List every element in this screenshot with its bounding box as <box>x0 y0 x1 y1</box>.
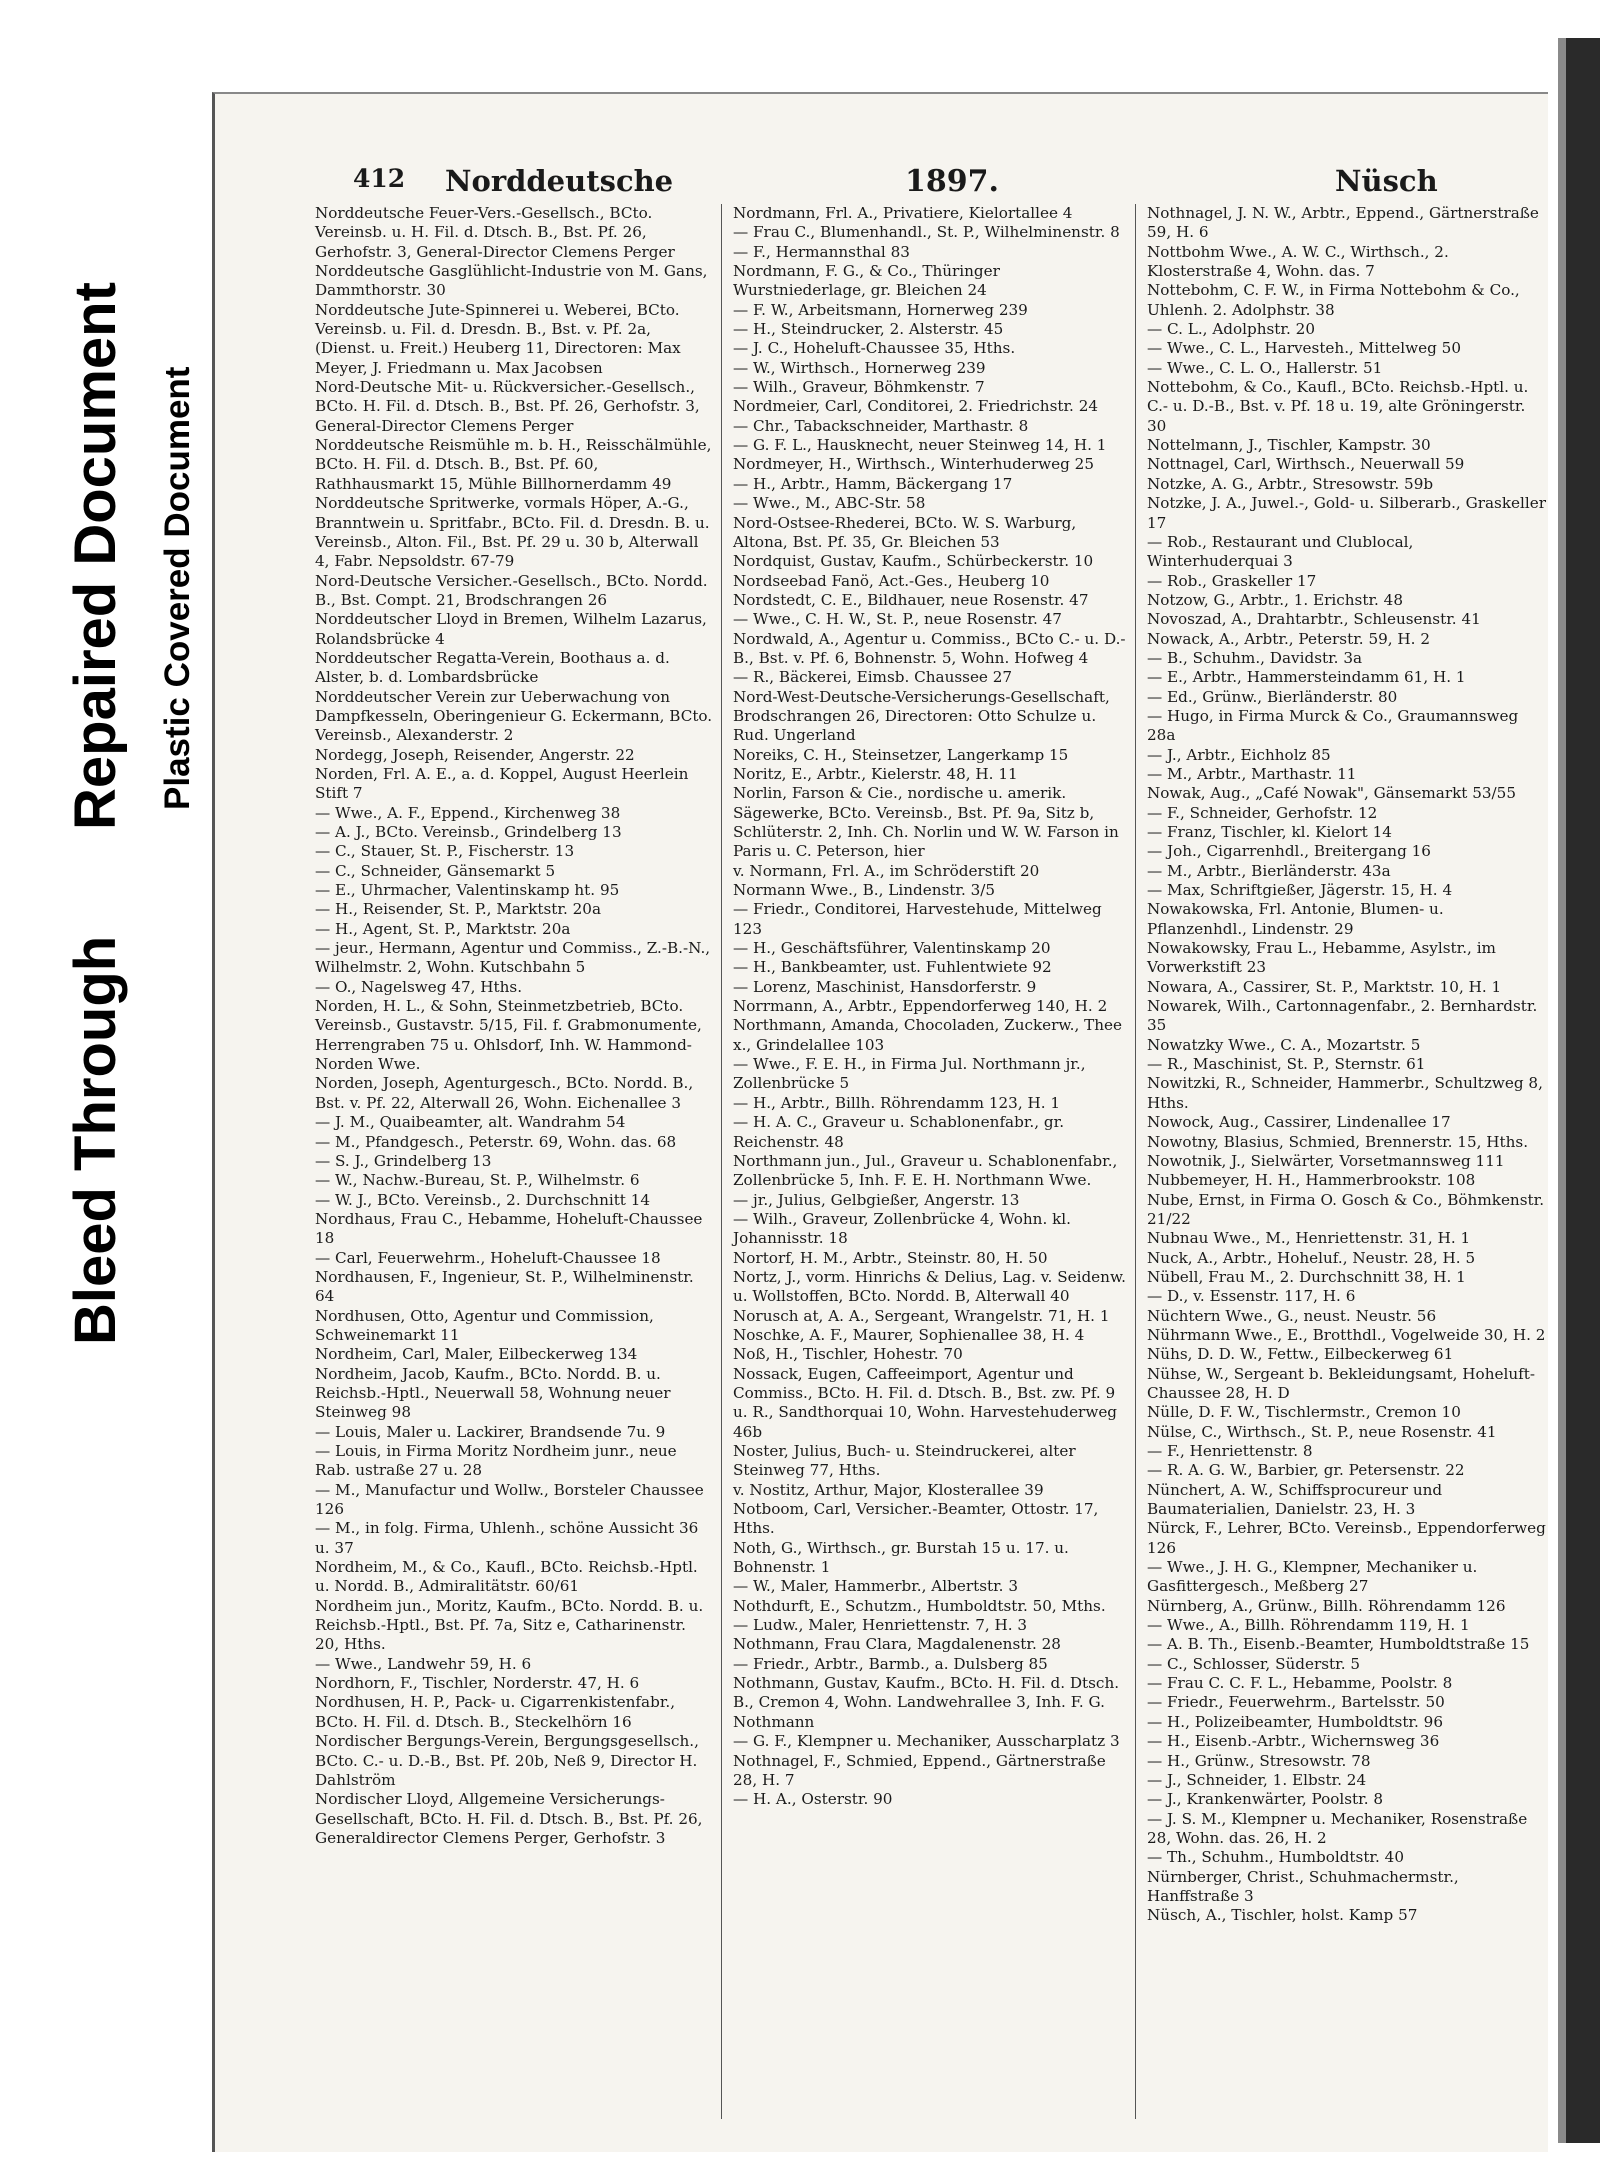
header-right-keyword: Nüsch <box>1335 164 1438 198</box>
directory-entry: Norddeutsche Feuer-Vers.-Gesellsch., BCto. Vereinsb. u. H. Fil. d. Dtsch. B., Bst. Pf. 26, Gerhofstr. 3, General-Director Clemens Perger <box>315 204 675 261</box>
directory-entry: — Ludw., Maler, Henriettenstr. 7, H. 3 <box>733 1616 1028 1635</box>
directory-entry: — Wwe., A. F., Eppend., Kirchenweg 38 <box>315 803 621 822</box>
page-number: 412 <box>353 164 406 193</box>
directory-entry: Noth, G., Wirthsch., gr. Burstah 15 u. 17. u. Bohnenstr. 1 <box>733 1538 1069 1577</box>
directory-entry: Nowotnik, J., Sielwärter, Vorsetmannsweg 111 <box>1147 1151 1505 1170</box>
directory-entry: Nowara, A., Cassirer, St. P., Marktstr. 10, H. 1 <box>1147 977 1502 996</box>
column-1 <box>315 204 713 1848</box>
directory-entry: — G. F., Klempner u. Mechaniker, Ausscharplatz 3 <box>733 1732 1120 1751</box>
directory-entry: Nordquist, Gustav, Kaufm., Schürbeckerstr. 10 <box>733 552 1094 571</box>
directory-entry: Nortorf, H. M., Arbtr., Steinstr. 80, H. 50 <box>733 1248 1048 1267</box>
directory-entry: — R., Bäckerei, Eimsb. Chaussee 27 <box>733 668 1013 687</box>
directory-entry: — H., Eisenb.-Arbtr., Wichernsweg 36 <box>1147 1732 1440 1751</box>
page-edge-dark <box>1566 38 1600 2143</box>
directory-entry: — Wwe., M., ABC-Str. 58 <box>733 494 926 513</box>
directory-entry: — Wwe., J. H. G., Klempner, Mechaniker u. Gasfittergesch., Meßberg 27 <box>1147 1558 1478 1596</box>
directory-entry: Nuck, A., Arbtr., Hoheluf., Neustr. 28, H. 5 <box>1147 1248 1476 1267</box>
column-divider <box>721 204 722 2119</box>
directory-entry: — H. A. C., Graveur u. Schablonenfabr., gr. Reichenstr. 48 <box>733 1113 1065 1151</box>
directory-entry: — Frau C., Blumenhandl., St. P., Wilhelminenstr. 8 <box>733 223 1120 242</box>
directory-entry: Nowakowska, Frl. Antonie, Blumen- u. Pflanzenhdl., Lindenstr. 29 <box>1147 900 1444 938</box>
directory-entry: Nubnau Wwe., M., Henriettenstr. 31, H. 1 <box>1147 1229 1471 1248</box>
directory-entry: — M., Arbtr., Bierländerstr. 43a <box>1147 861 1391 880</box>
directory-entry: Nottbohm Wwe., A. W. C., Wirthsch., 2. Klosterstraße 4, Wohn. das. 7 <box>1147 242 1449 281</box>
directory-entry: Norddeutscher Lloyd in Bremen, Wilhelm Lazarus, Rolandsbrücke 4 <box>315 610 707 648</box>
directory-entry: Nottnagel, Carl, Wirthsch., Neuerwall 59 <box>1147 455 1465 474</box>
directory-entry: Nube, Ernst, in Firma O. Gosch & Co., Böhmkenstr. 21/22 <box>1147 1190 1545 1228</box>
directory-entry: Nowitzki, R., Schneider, Hammerbr., Schultzweg 8, Hths. <box>1147 1074 1543 1112</box>
directory-entry: — Wwe., C. L. O., Hallerstr. 51 <box>1147 358 1383 377</box>
directory-page <box>212 92 1548 2152</box>
directory-entry: Nord-Ostsee-Rhederei, BCto. W. S. Warburg, Altona, Bst. Pf. 35, Gr. Bleichen 53 <box>733 513 1077 551</box>
directory-entry: — H., Steindrucker, 2. Alsterstr. 45 <box>733 320 1004 339</box>
directory-entry: — E., Uhrmacher, Valentinskamp ht. 95 <box>315 881 620 900</box>
directory-entry: — Max, Schriftgießer, Jägerstr. 15, H. 4 <box>1147 881 1453 900</box>
header-left-keyword: Norddeutsche <box>445 164 674 198</box>
directory-entry: Nordheim, M., & Co., Kaufl., BCto. Reichsb.-Hptl. u. Nordd. B., Admiralitätstr. 60/61 <box>315 1558 698 1596</box>
directory-entry: — Wwe., C. H. W., St. P., neue Rosenstr. 47 <box>733 610 1062 629</box>
directory-entry: — R. A. G. W., Barbier, gr. Petersenstr. 22 <box>1147 1461 1465 1480</box>
directory-entry: — H. A., Osterstr. 90 <box>733 1790 893 1809</box>
directory-entry: Nühs, D. D. W., Fettw., Eilbeckerweg 61 <box>1147 1345 1454 1364</box>
directory-entry: — O., Nagelsweg 47, Hths. <box>315 977 523 996</box>
directory-entry: Nordhusen, H. P., Pack- u. Cigarrenkistenfabr., BCto. H. Fil. d. Dtsch. B., Steckelhörn 16 <box>315 1693 676 1731</box>
directory-entry: Nowack, A., Arbtr., Peterstr. 59, H. 2 <box>1147 629 1430 648</box>
directory-entry: Notzow, G., Arbtr., 1. Erichstr. 48 <box>1147 590 1404 609</box>
directory-entry: Norden, H. L., & Sohn, Steinmetzbetrieb, BCto. Vereinsb., Gustavstr. 5/15, Fil. f. Grabmonumente, Herrengraben 75 u. Ohlsdorf, Inh. W. Hammond-Norden Wwe. <box>315 997 702 1074</box>
directory-entry: — H., Arbtr., Hamm, Bäckergang 17 <box>733 474 1013 493</box>
directory-entry: Norrmann, A., Arbtr., Eppendorferweg 140, H. 2 <box>733 997 1108 1016</box>
directory-entry: Novoszad, A., Drahtarbtr., Schleusenstr. 41 <box>1147 610 1481 629</box>
directory-entry: Nothdurft, E., Schutzm., Humboldtstr. 50, Mths. <box>733 1596 1106 1615</box>
directory-entry: Nossack, Eugen, Caffeeimport, Agentur und Commiss., BCto. H. Fil. d. Dtsch. B., Bst. zw. Pf. 9 u. R., Sandthorquai 10, Wohn. Harvestehuderweg 46b <box>733 1364 1118 1441</box>
directory-entry: — Wilh., Graveur, Zollenbrücke 4, Wohn. kl. Johannisstr. 18 <box>733 1209 1071 1248</box>
directory-entry: — Ed., Grünw., Bierländerstr. 80 <box>1147 687 1398 706</box>
directory-entry: Nowatzky Wwe., C. A., Mozartstr. 5 <box>1147 1035 1421 1054</box>
directory-entry: — F. W., Arbeitsmann, Hornerweg 239 <box>733 300 1028 319</box>
directory-entry: — J., Krankenwärter, Poolstr. 8 <box>1147 1790 1384 1809</box>
directory-entry: — Wwe., Landwehr 59, H. 6 <box>315 1654 532 1673</box>
directory-entry: — Louis, Maler u. Lackirer, Brandsende 7u. 9 <box>315 1422 666 1441</box>
directory-entry: — G. F. L., Hausknecht, neuer Steinweg 14, H. 1 <box>733 436 1107 455</box>
directory-entry: — F., Schneider, Gerhofstr. 12 <box>1147 803 1378 822</box>
directory-entry: Nothmann, Frau Clara, Magdalenenstr. 28 <box>733 1635 1061 1654</box>
directory-entry: — Friedr., Conditorei, Harvestehude, Mittelweg 123 <box>733 900 1102 938</box>
directory-entry: Notboom, Carl, Versicher.-Beamter, Ottostr. 17, Hths. <box>733 1500 1099 1538</box>
directory-entry: — R., Maschinist, St. P., Sternstr. 61 <box>1147 1055 1426 1074</box>
directory-entry: Nüsch, A., Tischler, holst. Kamp 57 <box>1147 1906 1418 1925</box>
directory-entry: — J., Schneider, 1. Elbstr. 24 <box>1147 1770 1367 1789</box>
directory-entry: — Wwe., F. E. H., in Firma Jul. Northmann jr., Zollenbrücke 5 <box>733 1055 1086 1093</box>
directory-entry: — Hugo, in Firma Murck & Co., Graumannsweg 28a <box>1147 706 1519 745</box>
directory-entry: Norddeutsche Spritwerke, vormals Höper, A.-G., Branntwein u. Spritfabr., BCto. Fil. d. Dresdn. B. u. Vereinsb., Alton. Fil., Bst. Pf. 29 u. 30 b, Alterwall 4, Fabr. Nepsoldstr. 67-79 <box>315 494 710 571</box>
directory-entry: — J., Arbtr., Eichholz 85 <box>1147 745 1331 764</box>
directory-entry: Nowakowsky, Frau L., Hebamme, Asylstr., im Vorwerkstift 23 <box>1147 939 1496 977</box>
directory-entry: — M., in folg. Firma, Uhlenh., schöne Aussicht 36 u. 37 <box>315 1519 699 1557</box>
directory-entry: — M., Manufactur und Wollw., Borsteler Chaussee 126 <box>315 1480 704 1519</box>
directory-entry: v. Normann, Frl. A., im Schröderstift 20 <box>733 861 1040 880</box>
directory-entry: Nothnagel, J. N. W., Arbtr., Eppend., Gärtnerstraße 59, H. 6 <box>1147 204 1539 242</box>
directory-entry: — Wwe., C. L., Harvesteh., Mittelweg 50 <box>1147 339 1461 358</box>
directory-entry: Nordhausen, F., Ingenieur, St. P., Wilhelminenstr. 64 <box>315 1267 694 1306</box>
directory-entry: Norddeutsche Reismühle m. b. H., Reisschälmühle, BCto. H. Fil. d. Dtsch. B., Bst. Pf. 60, Rathhausmarkt 15, Mühle Billhornerdamm 49 <box>315 436 712 493</box>
directory-entry: Nordhorn, F., Tischler, Norderstr. 47, H. 6 <box>315 1674 640 1693</box>
directory-entry: — C. L., Adolphstr. 20 <box>1147 320 1315 339</box>
directory-entry: Nord-West-Deutsche-Versicherungs-Gesellschaft, Brodschrangen 26, Directoren: Otto Schulze u. Rud. Ungerland <box>733 687 1110 745</box>
directory-entry: — C., Schneider, Gänsemarkt 5 <box>315 861 556 880</box>
directory-entry: Norddeutsche Gasglühlicht-Industrie von M. Gans, Dammthorstr. 30 <box>315 262 708 300</box>
repaired-document-label: Repaired Document <box>63 282 128 830</box>
directory-entry: Norddeutscher Verein zur Ueberwachung von Dampfkesseln, Oberingenieur G. Eckermann, BCto. Vereinsb., Alexanderstr. 2 <box>315 687 713 745</box>
directory-entry: Nowotny, Blasius, Schmied, Brennerstr. 15, Hths. <box>1147 1132 1529 1151</box>
directory-entry: Nottelmann, J., Tischler, Kampstr. 30 <box>1147 436 1431 455</box>
directory-entry: Nowarek, Wilh., Cartonnagenfabr., 2. Bernhardstr. 35 <box>1147 997 1538 1035</box>
directory-entry: — Rob., Graskeller 17 <box>1147 571 1317 590</box>
directory-entry: — H., Geschäftsführer, Valentinskamp 20 <box>733 939 1051 958</box>
column-divider <box>1135 204 1136 2119</box>
directory-entry: Norddeutsche Jute-Spinnerei u. Weberei, BCto. Vereinsb. u. Fil. d. Dresdn. B., Bst. v. Pf. 2a, (Dienst. u. Freit.) Heuberg 11, Directoren: Max Meyer, J. Friedmann u. Max Jacobsen <box>315 300 681 377</box>
directory-entry: Noreiks, C. H., Steinsetzer, Langerkamp 15 <box>733 745 1069 764</box>
directory-entry: Northmann jun., Jul., Graveur u. Schablonenfabr., Zollenbrücke 5, Inh. F. E. H. Northmann Wwe. <box>733 1151 1118 1190</box>
directory-entry: Nordhaus, Frau C., Hebamme, Hoheluft-Chaussee 18 <box>315 1209 703 1248</box>
directory-entry: — W., Wirthsch., Hornerweg 239 <box>733 358 986 377</box>
directory-entry: Nordwald, A., Agentur u. Commiss., BCto C.- u. D.-B., Bst. v. Pf. 6, Bohnenstr. 5, Wohn. Hofweg 4 <box>733 629 1126 667</box>
page-edge-shadow <box>1558 38 1566 2143</box>
directory-entry: — A. B. Th., Eisenb.-Beamter, Humboldtstraße 15 <box>1147 1635 1530 1654</box>
directory-entry: v. Nostitz, Arthur, Major, Klosterallee 39 <box>733 1480 1044 1499</box>
directory-entry: — Louis, in Firma Moritz Nordheim junr., neue Rab. ustraße 27 u. 28 <box>315 1442 677 1480</box>
directory-entry: Nottebohm, & Co., Kaufl., BCto. Reichsb.-Hptl. u. C.- u. D.-B., Bst. v. Pf. 18 u. 19, alte Gröningerstr. 30 <box>1147 378 1529 435</box>
directory-entry: — Th., Schuhm., Humboldtstr. 40 <box>1147 1848 1404 1867</box>
directory-entry: — H., Agent, St. P., Marktstr. 20a <box>315 919 571 938</box>
directory-entry: Norlin, Farson & Cie., nordische u. amerik. Sägewerke, BCto. Vereinsb., Bst. Pf. 9a, Sitz b, Schlüterstr. 2, Inh. Ch. Norlin und W. W. Farson in Paris u. C. Peterson, hier <box>733 784 1119 861</box>
directory-entry: Nortz, J., vorm. Hinrichs & Delius, Lag. v. Seidenw. u. Wollstoffen, BCto. Nordd. B, Alterwall 40 <box>733 1267 1126 1306</box>
directory-entry: Noß, H., Tischler, Hohestr. 70 <box>733 1345 963 1364</box>
directory-entry: Nowock, Aug., Cassirer, Lindenallee 17 <box>1147 1113 1451 1132</box>
directory-entry: Nordegg, Joseph, Reisender, Angerstr. 22 <box>315 745 635 764</box>
bleed-through-label: Bleed Through <box>63 935 128 1345</box>
directory-entry: Nowak, Aug., „Café Nowak", Gänsemarkt 53/55 <box>1147 784 1516 803</box>
directory-entry: Nothnagel, F., Schmied, Eppend., Gärtnerstraße 28, H. 7 <box>733 1751 1106 1789</box>
directory-entry: Nordischer Bergungs-Verein, Bergungsgesellsch., BCto. C.- u. D.-B., Bst. Pf. 20b, Neß 9, Director H. Dahlström <box>315 1732 699 1789</box>
directory-entry: Nordmann, F. G., & Co., Thüringer Wurstniederlage, gr. Bleichen 24 <box>733 262 1000 300</box>
directory-entry: — C., Stauer, St. P., Fischerstr. 13 <box>315 842 575 861</box>
directory-entry: Nühse, W., Sergeant b. Bekleidungsamt, Hoheluft-Chaussee 28, H. D <box>1147 1364 1535 1402</box>
directory-entry: Nürnberger, Christ., Schuhmachermstr., Hanffstraße 3 <box>1147 1867 1459 1905</box>
directory-entry: Nordischer Lloyd, Allgemeine Versicherungs-Gesellschaft, BCto. H. Fil. d. Dtsch. B., Bst. Pf. 26, Generaldirector Clemens Perger, Gerhofstr. 3 <box>315 1790 703 1847</box>
directory-entry: — F., Hermannsthal 83 <box>733 242 910 261</box>
directory-entry: Nord-Deutsche Versicher.-Gesellsch., BCto. Nordd. B., Bst. Compt. 21, Brodschrangen 26 <box>315 571 708 609</box>
directory-entry: — D., v. Essenstr. 117, H. 6 <box>1147 1287 1356 1306</box>
directory-entry: — J. S. M., Klempner u. Mechaniker, Rosenstraße 28, Wohn. das. 26, H. 2 <box>1147 1809 1528 1847</box>
directory-entry: — J. C., Hoheluft-Chaussee 35, Hths. <box>733 339 1016 358</box>
directory-entry: Nührmann Wwe., E., Brotthdl., Vogelweide 30, H. 2 <box>1147 1325 1546 1344</box>
directory-entry: — Lorenz, Maschinist, Hansdorferstr. 9 <box>733 977 1037 996</box>
directory-entry: Nülse, C., Wirthsch., St. P., neue Rosenstr. 41 <box>1147 1422 1497 1441</box>
directory-entry: Nürck, F., Lehrer, BCto. Vereinsb., Eppendorferweg 126 <box>1147 1519 1546 1557</box>
directory-entry: Normann Wwe., B., Lindenstr. 3/5 <box>733 881 996 900</box>
page-header <box>215 164 1551 204</box>
directory-entry: — jeur., Hermann, Agentur und Commiss., Z.-B.-N., Wilhelmstr. 2, Wohn. Kutschbahn 5 <box>315 939 711 977</box>
directory-entry: Nordstedt, C. E., Bildhauer, neue Rosenstr. 47 <box>733 590 1089 609</box>
directory-entry: — Rob., Restaurant und Clublocal, Winterhuderquai 3 <box>1147 532 1414 571</box>
directory-entry: — J. M., Quaibeamter, alt. Wandrahm 54 <box>315 1113 626 1132</box>
directory-entry: — Wilh., Graveur, Böhmkenstr. 7 <box>733 378 985 397</box>
directory-entry: Nordseebad Fanö, Act.-Ges., Heuberg 10 <box>733 571 1050 590</box>
directory-entry: Notzke, J. A., Juwel.-, Gold- u. Silberarb., Graskeller 17 <box>1147 494 1546 532</box>
directory-entry: Nord-Deutsche Mit- u. Rückversicher.-Gesellsch., BCto. H. Fil. d. Dtsch. B., Bst. Pf. 26, Gerhofstr. 3, General-Director Clemens Perger <box>315 378 700 435</box>
directory-entry: Nordheim jun., Moritz, Kaufm., BCto. Nordd. B. u. Reichsb.-Hptl., Bst. Pf. 7a, Sitz e, Catharinenstr. 20, Hths. <box>315 1596 704 1654</box>
directory-entry: Noritz, E., Arbtr., Kielerstr. 48, H. 11 <box>733 764 1018 783</box>
directory-entry: — A. J., BCto. Vereinsb., Grindelberg 13 <box>315 823 622 841</box>
directory-entry: Nordmann, Frl. A., Privatiere, Kielortallee 4 <box>733 204 1073 222</box>
directory-entry: — Carl, Feuerwehrm., Hoheluft-Chaussee 18 <box>315 1248 661 1267</box>
directory-entry: Noschke, A. F., Maurer, Sophienallee 38, H. 4 <box>733 1325 1085 1344</box>
directory-entry: — jr., Julius, Gelbgießer, Angerstr. 13 <box>733 1190 1020 1209</box>
directory-entry: — Wwe., A., Billh. Röhrendamm 119, H. 1 <box>1147 1616 1470 1635</box>
directory-entry: — W. J., BCto. Vereinsb., 2. Durchschnitt 14 <box>315 1190 651 1209</box>
directory-entry: Nordhusen, Otto, Agentur und Commission, Schweinemarkt 11 <box>315 1306 654 1344</box>
directory-entry: Norusch at, A. A., Sergeant, Wrangelstr. 71, H. 1 <box>733 1306 1110 1325</box>
directory-entry: Nübell, Frau M., 2. Durchschnitt 38, H. 1 <box>1147 1267 1466 1286</box>
directory-entry: Notzke, A. G., Arbtr., Stresowstr. 59b <box>1147 474 1434 493</box>
directory-entry: — C., Schlosser, Süderstr. 5 <box>1147 1654 1361 1673</box>
directory-entry: Norden, Joseph, Agenturgesch., BCto. Nordd. B., Bst. v. Pf. 22, Alterwall 26, Wohn. Eichenallee 3 <box>315 1074 694 1112</box>
directory-entry: Northmann, Amanda, Chocoladen, Zuckerw., Thee x., Grindelallee 103 <box>733 1016 1123 1054</box>
directory-entry: — M., Pfandgesch., Peterstr. 69, Wohn. das. 68 <box>315 1132 677 1151</box>
directory-entry: — W., Nachw.-Bureau, St. P., Wilhelmstr. 6 <box>315 1171 640 1190</box>
directory-entry: Noster, Julius, Buch- u. Steindruckerei, alter Steinweg 77, Hths. <box>733 1442 1076 1480</box>
column-3 <box>1147 204 1547 1926</box>
header-year: 1897. <box>905 164 999 199</box>
directory-entry: Nordheim, Jacob, Kaufm., BCto. Nordd. B. u. Reichsb.-Hptl., Neuerwall 58, Wohnung neuer Steinweg 98 <box>315 1364 671 1422</box>
directory-entry: — F., Henriettenstr. 8 <box>1147 1442 1313 1460</box>
directory-entry: — Franz, Tischler, kl. Kielort 14 <box>1147 823 1392 841</box>
directory-entry: Nordmeier, Carl, Conditorei, 2. Friedrichstr. 24 <box>733 397 1099 416</box>
directory-entry: — Friedr., Arbtr., Barmb., a. Dulsberg 85 <box>733 1654 1048 1673</box>
directory-entry: — M., Arbtr., Marthastr. 11 <box>1147 764 1357 783</box>
directory-entry: — H., Reisender, St. P., Marktstr. 20a <box>315 900 602 919</box>
directory-entry: Nünchert, A. W., Schiffsprocureur und Baumaterialien, Danielstr. 23, H. 3 <box>1147 1480 1443 1519</box>
directory-entry: — Chr., Tabackschneider, Marthastr. 8 <box>733 416 1029 435</box>
directory-entry: Nordheim, Carl, Maler, Eilbeckerweg 134 <box>315 1345 638 1364</box>
directory-entry: Nottebohm, C. F. W., in Firma Nottebohm & Co., Uhlenh. 2. Adolphstr. 38 <box>1147 281 1520 319</box>
directory-entry: — H., Bankbeamter, ust. Fuhlentwiete 92 <box>733 958 1052 977</box>
directory-entry: — Friedr., Feuerwehrm., Bartelsstr. 50 <box>1147 1693 1445 1712</box>
directory-entry: Nülle, D. F. W., Tischlermstr., Cremon 10 <box>1147 1403 1461 1422</box>
directory-entry: — E., Arbtr., Hammersteindamm 61, H. 1 <box>1147 668 1466 687</box>
directory-entry: — Joh., Cigarrenhdl., Breitergang 16 <box>1147 842 1431 861</box>
directory-entry: Nüchtern Wwe., G., neust. Neustr. 56 <box>1147 1306 1437 1325</box>
directory-entry: — H., Polizeibeamter, Humboldtstr. 96 <box>1147 1712 1443 1731</box>
directory-entry: — Frau C. C. F. L., Hebamme, Poolstr. 8 <box>1147 1674 1453 1693</box>
directory-entry: — S. J., Grindelberg 13 <box>315 1151 492 1170</box>
directory-entry: Norddeutscher Regatta-Verein, Boothaus a. d. Alster, b. d. Lombardsbrücke <box>315 648 670 687</box>
plastic-covered-label: Plastic Covered Document <box>158 366 197 810</box>
column-2 <box>733 204 1133 1810</box>
directory-entry: Norden, Frl. A. E., a. d. Koppel, August Heerlein Stift 7 <box>315 764 689 803</box>
directory-entry: Nordmeyer, H., Wirthsch., Winterhuderweg 25 <box>733 455 1094 474</box>
directory-entry: Nürnberg, A., Grünw., Billh. Röhrendamm 126 <box>1147 1596 1506 1615</box>
directory-entry: Nothmann, Gustav, Kaufm., BCto. H. Fil. d. Dtsch. B., Cremon 4, Wohn. Landwehrallee 3, Inh. F. G. Nothmann <box>733 1674 1120 1731</box>
directory-entry: — W., Maler, Hammerbr., Albertstr. 3 <box>733 1577 1018 1596</box>
directory-entry: Nubbemeyer, H. H., Hammerbrookstr. 108 <box>1147 1171 1476 1190</box>
directory-entry: — H., Grünw., Stresowstr. 78 <box>1147 1751 1371 1770</box>
directory-entry: — H., Arbtr., Billh. Röhrendamm 123, H. 1 <box>733 1093 1061 1112</box>
directory-entry: — B., Schuhm., Davidstr. 3a <box>1147 648 1363 667</box>
